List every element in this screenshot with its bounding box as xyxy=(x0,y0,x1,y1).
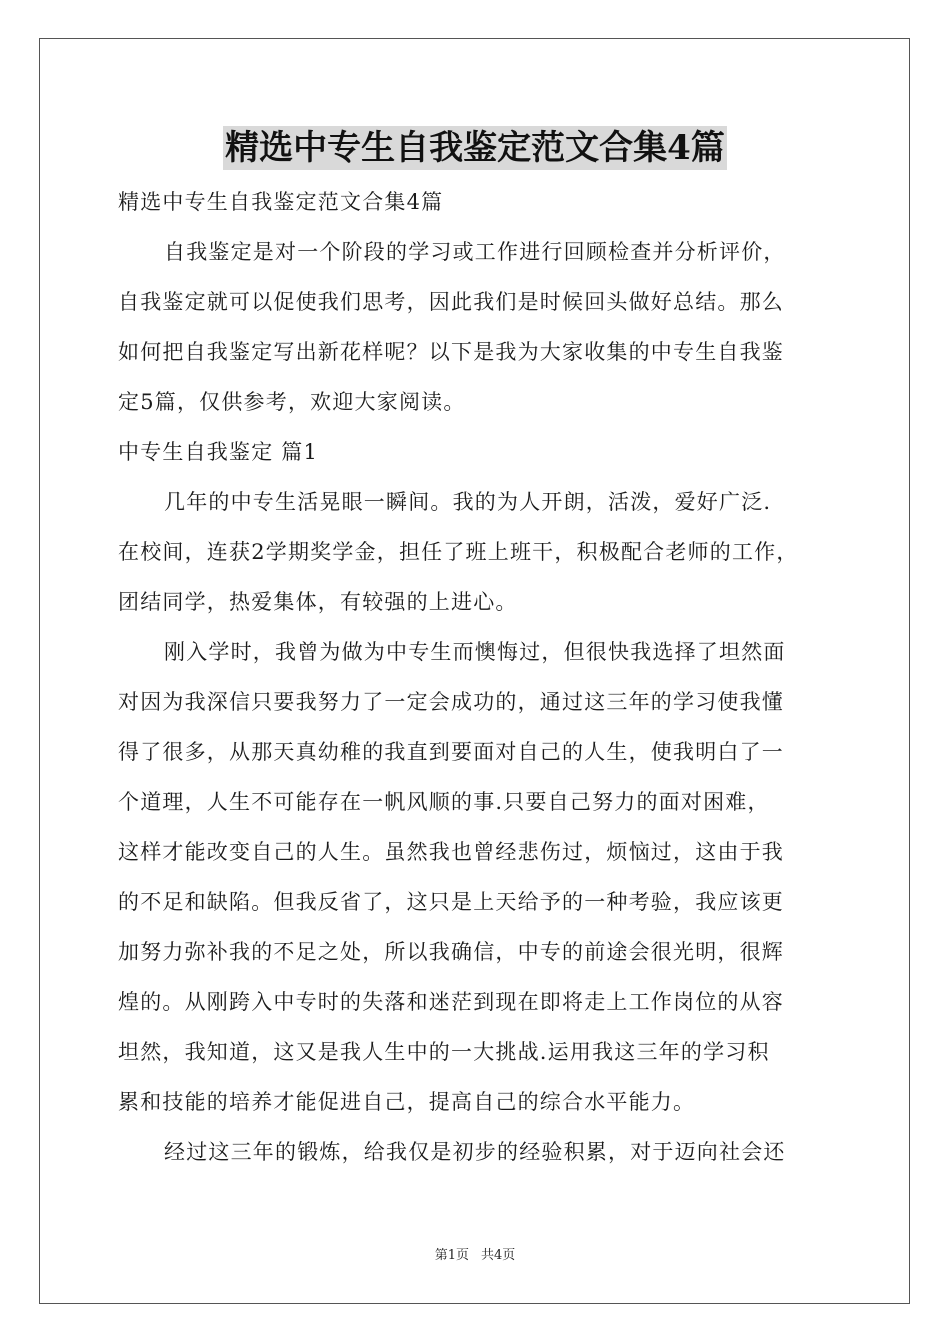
text-line: 自我鉴定是对一个阶段的学习或工作进行回顾检查并分析评价， xyxy=(164,240,786,264)
document-title-text: 精选中专生自我鉴定范文合集4篇 xyxy=(225,128,725,168)
text-line: 团结同学，热爱集体，有较强的上进心。 xyxy=(118,590,518,614)
page-number: 第1页 xyxy=(434,1248,469,1263)
text-line: 经过这三年的锻炼，给我仅是初步的经验积累，对于迈向社会还 xyxy=(164,1140,786,1164)
text-line: 定5篇，仅供参考，欢迎大家阅读。 xyxy=(118,390,466,414)
text-line: 刚入学时，我曾为做为中专生而懊悔过，但很快我选择了坦然面 xyxy=(164,640,786,664)
text-line: 累和技能的培养才能促进自己，提高自己的综合水平能力。 xyxy=(118,1090,696,1114)
text-line: 坦然，我知道，这又是我人生中的一大挑战.运用我这三年的学习积 xyxy=(118,1040,770,1064)
text-line: 煌的。从刚跨入中专时的失落和迷茫到现在即将走上工作岗位的从容 xyxy=(118,990,784,1014)
text-line: 在校间，连获2学期奖学金，担任了班上班干，积极配合老师的工作， xyxy=(118,540,799,564)
text-line: 这样才能改变自己的人生。虽然我也曾经悲伤过，烦恼过，这由于我 xyxy=(118,840,784,864)
section-heading: 中专生自我鉴定 篇1 xyxy=(118,440,319,464)
text-line: 自我鉴定就可以促使我们思考，因此我们是时候回头做好总结。那么 xyxy=(118,290,784,314)
document-title xyxy=(0,126,950,170)
page-footer xyxy=(0,1248,950,1264)
text-line: 的不足和缺陷。但我反省了，这只是上天给予的一种考验，我应该更 xyxy=(118,890,784,914)
text-line: 几年的中专生活晃眼一瞬间。我的为人开朗，活泼，爱好广泛. xyxy=(164,490,772,514)
text-line: 个道理，人生不可能存在一帆风顺的事.只要自己努力的面对困难， xyxy=(118,790,770,814)
text-line: 得了很多，从那天真幼稚的我直到要面对自己的人生，使我明白了一 xyxy=(118,740,784,764)
text-line: 如何把自我鉴定写出新花样呢？以下是我为大家收集的中专生自我鉴 xyxy=(118,340,784,364)
text-line: 加努力弥补我的不足之处，所以我确信，中专的前途会很光明，很辉 xyxy=(118,940,784,964)
document-body xyxy=(118,177,836,1177)
page-total: 共4页 xyxy=(481,1248,516,1263)
subtitle-line: 精选中专生自我鉴定范文合集4篇 xyxy=(118,190,444,214)
text-line: 对因为我深信只要我努力了一定会成功的，通过这三年的学习使我懂 xyxy=(118,690,784,714)
